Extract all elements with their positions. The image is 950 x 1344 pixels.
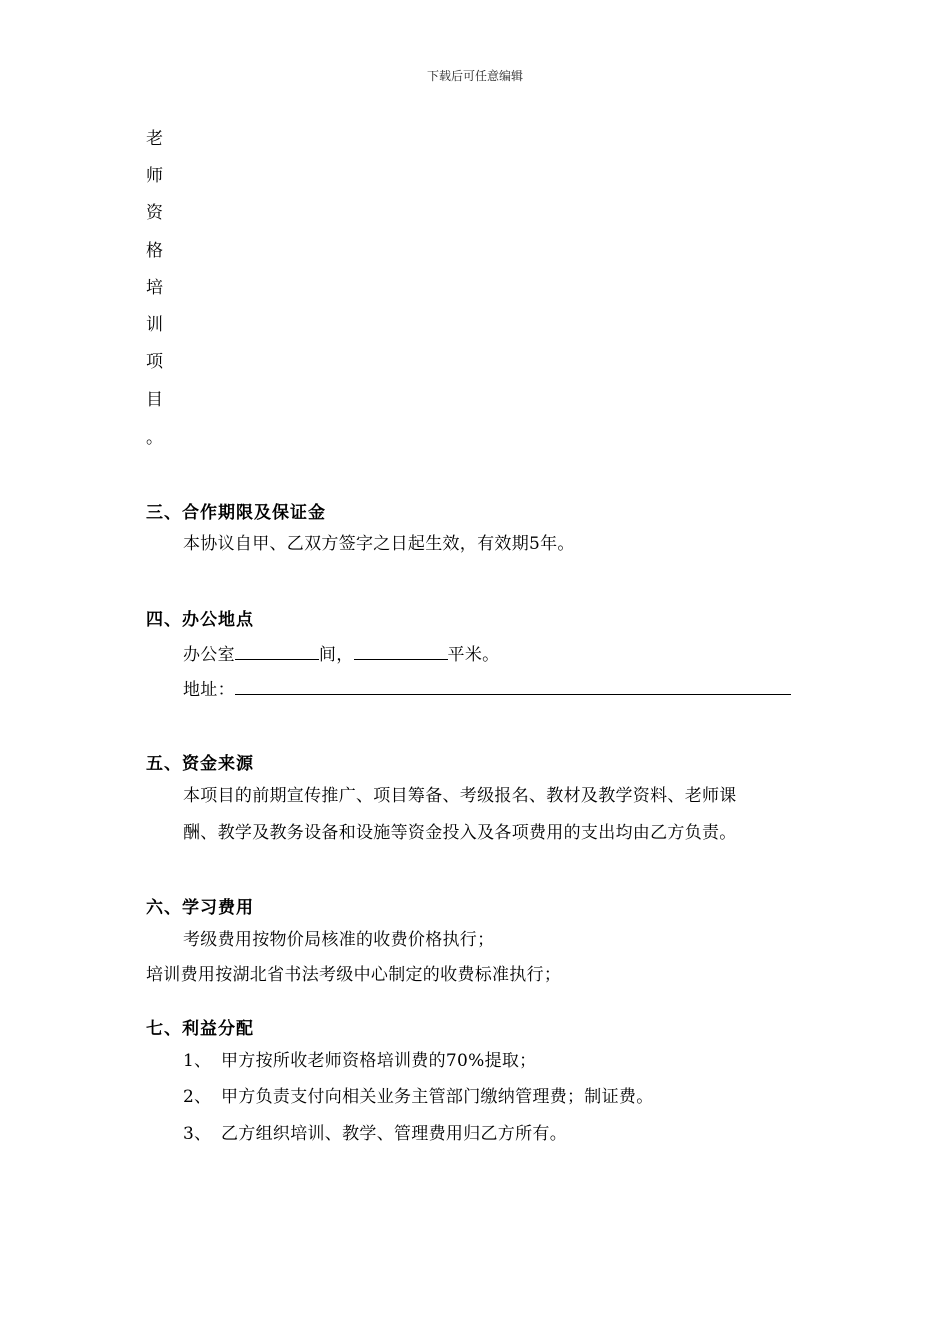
list-item-text: 乙方组织培训、教学、管理费用归乙方所有。 — [221, 1124, 567, 1144]
list-item-number: 1、 — [183, 1051, 212, 1071]
vertical-char: 目 — [146, 390, 163, 410]
office-unit: 间， — [318, 645, 354, 665]
address-label: 地址： — [183, 680, 235, 700]
vertical-char: 资 — [146, 203, 163, 223]
list-item-number: 2、 — [183, 1087, 212, 1107]
section-6-line-1: 考级费用按物价局核准的收费价格执行； — [183, 930, 495, 950]
section-3-body: 本协议自甲、乙双方签字之日起生效，有效期5年。 — [183, 534, 575, 554]
office-area-blank — [354, 641, 448, 660]
section-5-line-1: 本项目的前期宣传推广、项目筹备、考级报名、教材及教学资料、老师课 — [183, 786, 737, 806]
office-label: 办公室 — [183, 645, 235, 665]
list-item-text: 甲方按所收老师资格培训费的70%提取； — [221, 1051, 537, 1071]
section-5-line-2: 酬、教学及教务设备和设施等资金投入及各项费用的支出均由乙方负责。 — [183, 823, 737, 843]
vertical-char: 训 — [146, 315, 163, 335]
list-item — [183, 1050, 536, 1072]
section-7-title: 七、利益分配 — [146, 1019, 254, 1039]
list-item-number: 3、 — [183, 1124, 212, 1144]
list-item — [183, 1086, 654, 1108]
vertical-char: 格 — [146, 241, 163, 261]
vertical-char: 师 — [146, 166, 163, 186]
vertical-char: 老 — [146, 129, 163, 149]
vertical-char: 。 — [146, 428, 163, 448]
section-6-title: 六、学习费用 — [146, 898, 254, 918]
page-header-note: 下载后可任意编辑 — [426, 69, 523, 83]
section-3-title: 三、合作期限及保证金 — [146, 503, 326, 523]
address-line — [183, 676, 791, 701]
vertical-char: 项 — [146, 352, 163, 372]
address-blank — [235, 676, 791, 695]
section-4-title: 四、办公地点 — [146, 610, 254, 630]
area-unit: 平米。 — [447, 645, 500, 665]
section-5-title: 五、资金来源 — [146, 754, 254, 774]
list-item — [183, 1123, 567, 1145]
vertical-char: 培 — [146, 278, 163, 298]
section-6-line-2: 培训费用按湖北省书法考级中心制定的收费标准执行； — [146, 965, 562, 985]
office-line — [183, 641, 499, 666]
office-count-blank — [235, 641, 319, 660]
list-item-text: 甲方负责支付向相关业务主管部门缴纳管理费；制证费。 — [221, 1087, 654, 1107]
